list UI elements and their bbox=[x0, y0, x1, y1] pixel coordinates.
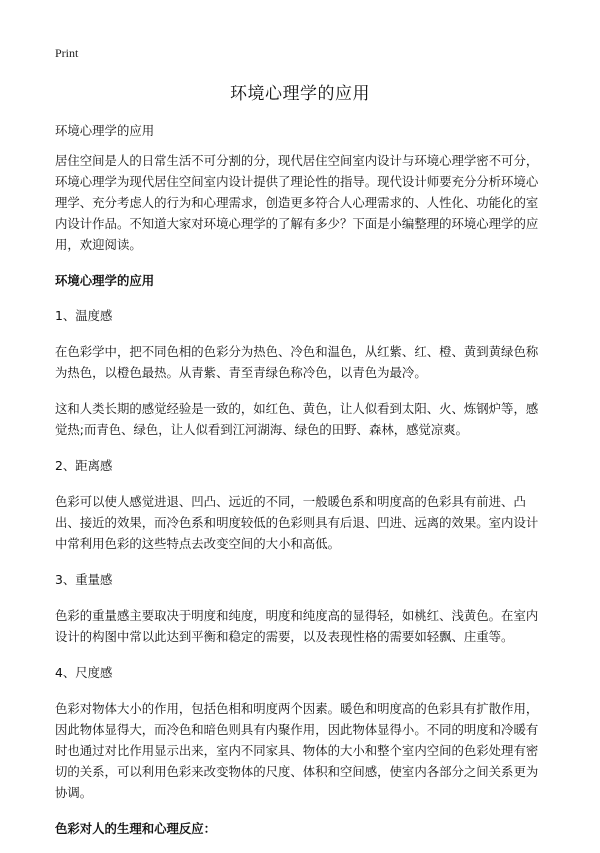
item-heading-weight: 3、重量感 bbox=[55, 572, 113, 587]
body-paragraph: 这和人类长期的感觉经验是一致的，如红色、黄色，让人似看到太阳、火、炼钢炉等，感觉热;而青色、绿色，让人似看到江河湖海、绿色的田野、森林，感觉凉爽。 bbox=[55, 401, 539, 437]
item-heading-scale: 4、尺度感 bbox=[55, 665, 113, 680]
body-paragraph: 在色彩学中，把不同色相的色彩分为热色、冷色和温色，从红紫、红、橙、黄到黄绿色称为热色，以橙色最热。从青紫、青至青绿色称冷色，以青色为最冷。 bbox=[55, 344, 539, 380]
article-body bbox=[55, 120, 550, 853]
section-heading: 环境心理学的应用 bbox=[55, 273, 155, 288]
body-paragraph: 色彩可以使人感觉进退、凹凸、远近的不同，一般暖色系和明度高的色彩具有前进、凸出、接近的效果，而冷色系和明度较低的色彩则具有后退、凹进、远离的效果。室内设计中常利用色彩的这些特点去改变空间的大小和高低。 bbox=[55, 494, 539, 551]
body-paragraph: 色彩对物体大小的作用，包括色相和明度两个因素。暖色和明度高的色彩具有扩散作用，因此物体显得大，而冷色和暗色则具有内聚作用，因此物体显得小。不同的明度和冷暖有时也通过对比作用显示出来，室内不同家具、物体的大小和整个室内空间的色彩处理有密切的关系，可以利用色彩来改变物体的尺度、体积和空间感，使室内各部分之间关系更为协调。 bbox=[55, 701, 539, 800]
page-title: 环境心理学的应用 bbox=[230, 84, 370, 104]
item-heading-temperature: 1、温度感 bbox=[55, 308, 113, 323]
body-paragraph: 色彩的重量感主要取决于明度和纯度，明度和纯度高的显得轻，如桃红、浅黄色。在室内设计的构图中常以此达到平衡和稳定的需要，以及表现性格的需要如轻飘、庄重等。 bbox=[55, 608, 539, 644]
item-heading-distance: 2、距离感 bbox=[55, 458, 113, 473]
section-heading: 色彩对人的生理和心理反应： bbox=[55, 821, 217, 836]
print-link[interactable]: Print bbox=[55, 46, 79, 60]
intro-heading: 环境心理学的应用 bbox=[55, 123, 155, 138]
intro-paragraph: 居住空间是人的日常生活不可分割的分，现代居住空间室内设计与环境心理学密不可分，环境心理学为现代居住空间室内设计提供了理论性的指导。现代设计师要充分分析环境心理学、充分考虑人的行为和心理需求，创造更多符合人心理需求的、人性化、功能化的室内设计作品。不知道大家对环境心理学的了解有多少？下面是小编整理的环境心理学的应用，欢迎阅读。 bbox=[55, 153, 539, 252]
